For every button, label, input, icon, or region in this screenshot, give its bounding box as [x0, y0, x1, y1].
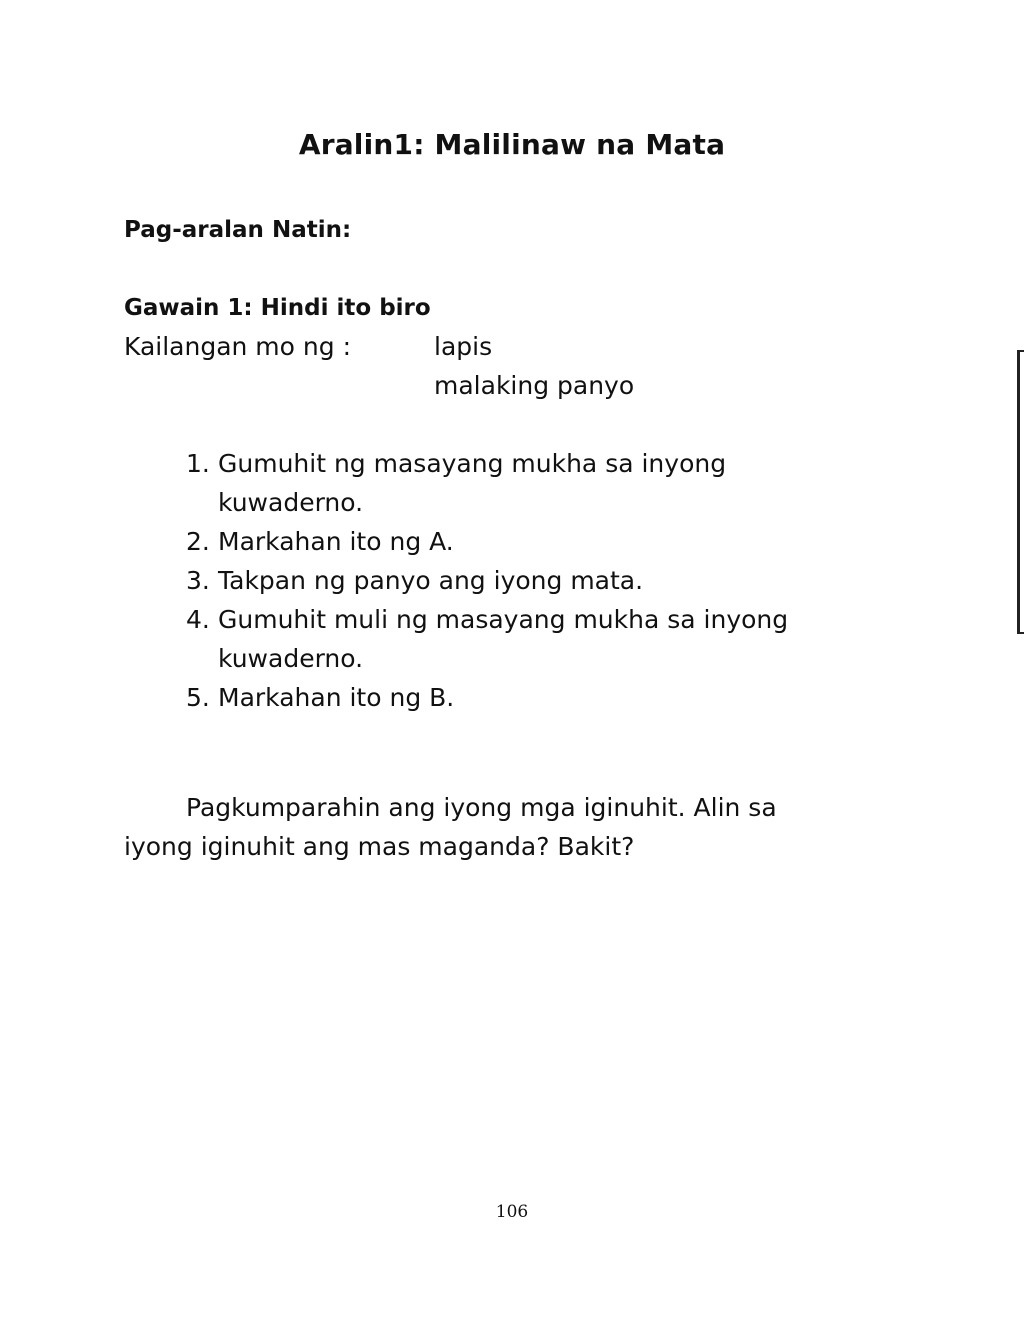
step-number: 1.	[186, 449, 210, 478]
step-number: 2.	[186, 527, 210, 556]
edge-bracket	[1017, 350, 1024, 634]
page-number: 106	[495, 1202, 529, 1222]
activity-title: Gawain 1: Hindi ito biro	[124, 295, 431, 321]
step-item	[186, 600, 866, 678]
step-text: Takpan ng panyo ang iyong mata.	[218, 566, 644, 595]
material-item: lapis	[434, 332, 493, 361]
step-number: 3.	[186, 566, 210, 595]
material-item: malaking panyo	[434, 371, 635, 400]
step-item	[186, 444, 866, 522]
step-number: 5.	[186, 683, 210, 712]
step-number: 4.	[186, 605, 210, 634]
materials-list	[434, 327, 634, 405]
step-text: Gumuhit muli ng masayang mukha sa inyong kuwaderno.	[218, 605, 789, 673]
step-item	[186, 678, 866, 717]
step-item	[186, 522, 866, 561]
section-heading: Pag-aralan Natin:	[124, 217, 352, 243]
page-title: Aralin1: Malilinaw na Mata	[298, 128, 726, 161]
step-item	[186, 561, 866, 600]
step-text: Markahan ito ng A.	[218, 527, 454, 556]
materials-label: Kailangan mo ng :	[124, 332, 351, 361]
step-text: Markahan ito ng B.	[218, 683, 455, 712]
closing-paragraph: Pagkumparahin ang iyong mga iginuhit. Alin sa iyong iginuhit ang mas maganda? Bakit?	[124, 793, 777, 861]
steps-list	[186, 444, 866, 717]
step-text: Gumuhit ng masayang mukha sa inyong kuwaderno.	[218, 449, 727, 517]
